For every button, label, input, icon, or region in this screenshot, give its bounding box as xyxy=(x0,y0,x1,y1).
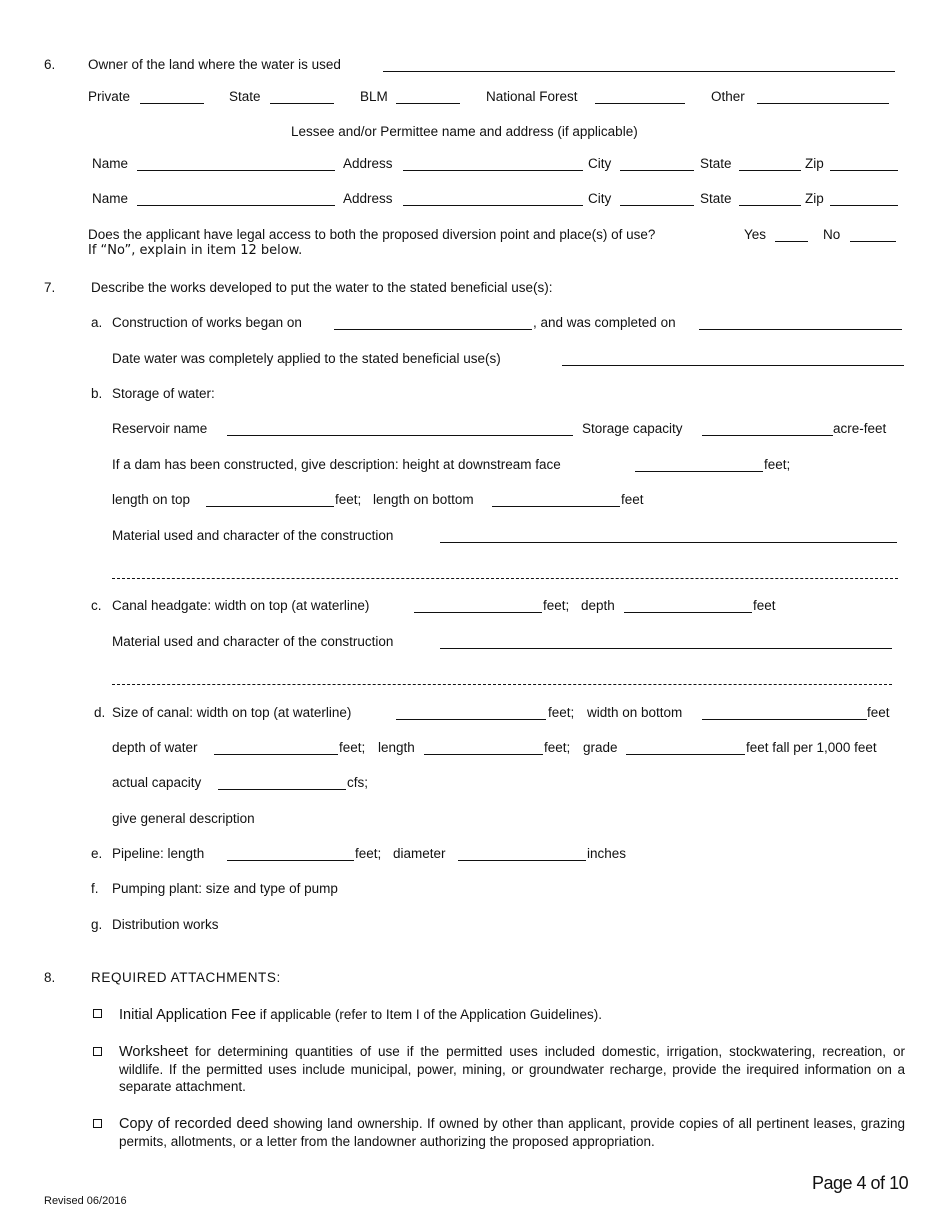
canal-width-bottom-field[interactable] xyxy=(702,719,867,720)
lessee-zip-label: Zip xyxy=(805,156,824,171)
headgate-width-label: Canal headgate: width on top (at waterline) xyxy=(112,598,370,613)
item-6-number: 6. xyxy=(44,57,56,72)
lessee-state-label: State xyxy=(700,156,732,171)
pipeline-length-field[interactable] xyxy=(227,860,354,861)
lessee-zip-field[interactable] xyxy=(830,170,898,171)
construction-completed-label: , and was completed on xyxy=(533,315,676,330)
attachments-heading: REQUIRED ATTACHMENTS: xyxy=(91,970,281,985)
lessee-zip-field[interactable] xyxy=(830,205,898,206)
length-top-label: length on top xyxy=(112,492,191,507)
lessee-state-label: State xyxy=(700,191,732,206)
item-d-label: d. xyxy=(94,705,106,720)
state-owner-label: State xyxy=(229,89,261,104)
storage-heading: Storage of water: xyxy=(112,386,215,401)
headgate-width-field[interactable] xyxy=(414,612,542,613)
access-no-field[interactable] xyxy=(850,241,896,242)
lessee-city-field[interactable] xyxy=(620,170,694,171)
attachment-deed-text: showing land ownership. If owned by other than applicant, provide copies of all pertinent leases, grazing permits, allotments, or a letter from the landowner authorizing the proposed appropriation. xyxy=(119,1116,905,1149)
blm-label: BLM xyxy=(360,89,388,104)
lessee-city-label: City xyxy=(588,191,612,206)
pipeline-length-unit: feet; xyxy=(355,846,382,861)
item-a-label: a. xyxy=(91,315,103,330)
dam-height-field[interactable] xyxy=(635,471,763,472)
acre-feet-unit: acre-feet xyxy=(833,421,887,436)
page-number: Page 4 of 10 xyxy=(812,1173,909,1193)
depth-water-field[interactable] xyxy=(214,754,338,755)
headgate-depth-unit: feet xyxy=(753,598,776,613)
lessee-name-label: Name xyxy=(92,156,129,171)
works-heading: Describe the works developed to put the water to the stated beneficial use(s): xyxy=(91,280,553,295)
actual-capacity-field[interactable] xyxy=(218,789,346,790)
construction-began-field[interactable] xyxy=(334,329,532,330)
grade-label: grade xyxy=(583,740,618,755)
item-7-number: 7. xyxy=(44,280,56,295)
canal-width-top-unit: feet; xyxy=(548,705,575,720)
deed-checkbox[interactable] xyxy=(93,1119,102,1128)
dam-material-field-continued[interactable] xyxy=(112,578,898,579)
depth-water-label: depth of water xyxy=(112,740,198,755)
length-bottom-label: length on bottom xyxy=(373,492,474,507)
lessee-address-label: Address xyxy=(343,191,393,206)
lessee-city-label: City xyxy=(588,156,612,171)
blm-field[interactable] xyxy=(396,103,460,104)
length-top-unit: feet; xyxy=(335,492,362,507)
pipeline-diameter-field[interactable] xyxy=(458,860,586,861)
lessee-zip-label: Zip xyxy=(805,191,824,206)
owner-field[interactable] xyxy=(383,71,895,72)
canal-width-bottom-label: width on bottom xyxy=(587,705,683,720)
storage-capacity-field[interactable] xyxy=(702,435,833,436)
actual-capacity-label: actual capacity xyxy=(112,775,202,790)
headgate-material-label: Material used and character of the construction xyxy=(112,634,394,649)
construction-completed-field[interactable] xyxy=(699,329,902,330)
construction-began-label: Construction of works began on xyxy=(112,315,302,330)
national-forest-field[interactable] xyxy=(595,103,685,104)
national-forest-label: National Forest xyxy=(486,89,578,104)
access-yes-label: Yes xyxy=(744,227,767,242)
other-label: Other xyxy=(711,89,745,104)
fee-checkbox[interactable] xyxy=(93,1009,102,1018)
item-g-label: g. xyxy=(91,917,103,932)
length-top-field[interactable] xyxy=(206,506,334,507)
reservoir-name-field[interactable] xyxy=(227,435,573,436)
general-description-label: give general description xyxy=(112,811,255,826)
attachment-worksheet-title: Worksheet xyxy=(119,1044,189,1060)
headgate-width-unit: feet; xyxy=(543,598,570,613)
access-no-label: No xyxy=(823,227,841,242)
canal-width-bottom-unit: feet xyxy=(867,705,890,720)
access-yes-field[interactable] xyxy=(775,241,808,242)
actual-capacity-unit: cfs; xyxy=(347,775,369,790)
attachment-worksheet xyxy=(119,1043,905,1095)
attachment-fee xyxy=(119,1006,905,1024)
lessee-address-label: Address xyxy=(343,156,393,171)
pumping-plant-label: Pumping plant: size and type of pump xyxy=(112,881,338,896)
canal-length-label: length xyxy=(378,740,415,755)
lessee-state-field[interactable] xyxy=(739,170,801,171)
pipeline-length-label: Pipeline: length xyxy=(112,846,205,861)
length-bottom-field[interactable] xyxy=(492,506,620,507)
lessee-address-field[interactable] xyxy=(403,170,583,171)
headgate-material-field-continued[interactable] xyxy=(112,684,892,685)
dam-material-field[interactable] xyxy=(440,542,897,543)
lessee-heading: Lessee and/or Permittee name and address (if applicable) xyxy=(291,124,638,139)
headgate-depth-label: depth xyxy=(581,598,615,613)
state-owner-field[interactable] xyxy=(270,103,334,104)
lessee-state-field[interactable] xyxy=(739,205,801,206)
legal-access-question: Does the applicant have legal access to both the proposed diversion point and place(s) of use? xyxy=(88,227,656,242)
canal-length-field[interactable] xyxy=(424,754,543,755)
attachment-fee-title: Initial Application Fee xyxy=(119,1007,257,1023)
attachment-deed-title: Copy of recorded deed xyxy=(119,1116,269,1132)
lessee-address-field[interactable] xyxy=(403,205,583,206)
private-label: Private xyxy=(88,89,131,104)
depth-water-unit: feet; xyxy=(339,740,366,755)
lessee-name-field[interactable] xyxy=(137,170,335,171)
other-field[interactable] xyxy=(757,103,889,104)
revised-date: Revised 06/2016 xyxy=(44,1195,127,1207)
dam-material-label: Material used and character of the construction xyxy=(112,528,394,543)
item-f-label: f. xyxy=(91,881,99,896)
headgate-depth-field[interactable] xyxy=(624,612,752,613)
canal-width-top-label: Size of canal: width on top (at waterline) xyxy=(112,705,352,720)
reservoir-name-label: Reservoir name xyxy=(112,421,208,436)
date-applied-field[interactable] xyxy=(562,365,904,366)
worksheet-checkbox[interactable] xyxy=(93,1047,102,1056)
item-e-label: e. xyxy=(91,846,103,861)
attachment-deed xyxy=(119,1115,905,1150)
grade-unit: feet fall per 1,000 feet xyxy=(746,740,877,755)
private-field[interactable] xyxy=(140,103,204,104)
pipeline-diameter-unit: inches xyxy=(587,846,627,861)
dam-height-unit: feet; xyxy=(764,457,791,472)
pipeline-diameter-label: diameter xyxy=(393,846,446,861)
item-8-number: 8. xyxy=(44,970,56,985)
headgate-material-field[interactable] xyxy=(440,648,892,649)
lessee-name-label: Name xyxy=(92,191,129,206)
item-b-label: b. xyxy=(91,386,103,401)
storage-capacity-label: Storage capacity xyxy=(582,421,683,436)
canal-length-unit: feet; xyxy=(544,740,571,755)
attachment-fee-text: if applicable (refer to Item I of the Application Guidelines). xyxy=(256,1007,602,1022)
distribution-works-label: Distribution works xyxy=(112,917,219,932)
date-applied-label: Date water was completely applied to the stated beneficial use(s) xyxy=(112,351,501,366)
grade-field[interactable] xyxy=(626,754,745,755)
canal-width-top-field[interactable] xyxy=(396,719,546,720)
explain-note: If “No”, explain in item 12 below. xyxy=(88,243,303,258)
item-c-label: c. xyxy=(91,598,102,613)
lessee-name-field[interactable] xyxy=(137,205,335,206)
attachment-worksheet-text: for determining quantities of use if the permitted uses included domestic, irrigation, stockwatering, recreation, or wildlife. If the permitted uses include municipal, power, mining, or groundwater recharge, provide the irequired information on a separate attachment. xyxy=(119,1044,905,1094)
length-bottom-unit: feet xyxy=(621,492,644,507)
dam-height-label: If a dam has been constructed, give description: height at downstream face xyxy=(112,457,561,472)
lessee-city-field[interactable] xyxy=(620,205,694,206)
owner-label: Owner of the land where the water is used xyxy=(88,57,341,72)
